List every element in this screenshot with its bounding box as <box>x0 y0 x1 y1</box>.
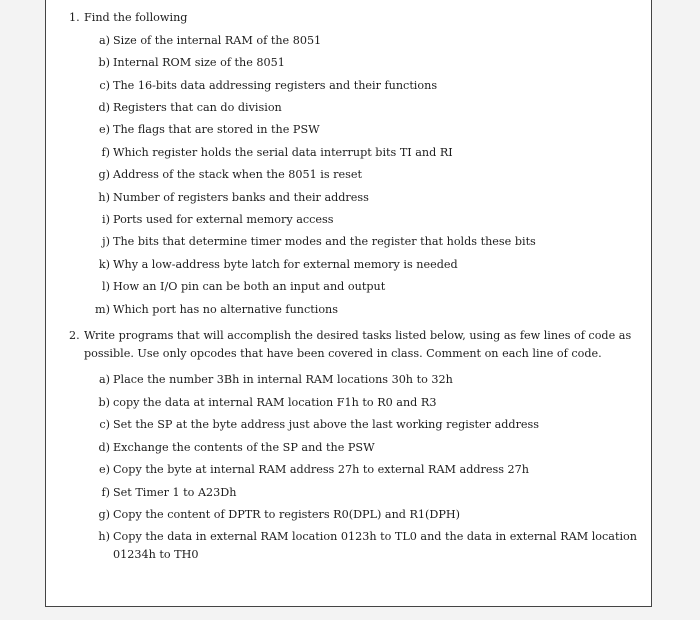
item-text: Number of registers banks and their address <box>113 191 369 204</box>
item-text: How an I/O pin can be both an input and output <box>113 280 386 293</box>
item-label: a) <box>98 373 110 386</box>
question-title: Find the following <box>84 11 188 24</box>
item-text: copy the data at internal RAM location F1h to R0 and R3 <box>113 396 437 409</box>
item-label: f) <box>101 146 110 159</box>
item-text: The bits that determine timer modes and the register that holds these bits <box>113 235 536 248</box>
item-text: Set the SP at the byte address just above the last working register address <box>113 418 540 431</box>
item-text: Set Timer 1 to A23Dh <box>113 486 237 499</box>
item-label: j) <box>102 235 110 248</box>
document-frame <box>45 0 652 607</box>
item-label: g) <box>98 168 110 181</box>
item-text: Address of the stack when the 8051 is reset <box>113 168 362 181</box>
item-text: Copy the byte at internal RAM address 27h to external RAM address 27h <box>113 463 530 476</box>
item-label: c) <box>99 418 110 431</box>
item-text: Registers that can do division <box>113 101 282 114</box>
item-text: Exchange the contents of the SP and the PSW <box>113 441 375 454</box>
item-text: Place the number 3Bh in internal RAM locations 30h to 32h <box>113 373 453 386</box>
item-text: Copy the content of DPTR to registers R0(DPL) and R1(DPH) <box>113 508 461 521</box>
item-text: Which port has no alternative functions <box>113 303 339 316</box>
item-label: b) <box>98 396 110 409</box>
item-text: Copy the data in external RAM location 0123h to TL0 and the data in external RAM location 01234h to TH0 <box>113 530 637 561</box>
item-label: h) <box>98 191 110 204</box>
item-label: h) <box>98 530 110 543</box>
question-number: 2. <box>69 329 80 342</box>
item-label: e) <box>99 123 110 136</box>
item-text: The flags that are stored in the PSW <box>113 123 320 136</box>
item-label: e) <box>99 463 110 476</box>
list-item <box>92 528 643 564</box>
item-label: m) <box>95 303 110 316</box>
item-label: d) <box>98 441 110 454</box>
item-text: The 16-bits data addressing registers and their functions <box>113 79 438 92</box>
item-label: c) <box>99 79 110 92</box>
item-label: l) <box>102 280 110 293</box>
item-label: i) <box>102 213 110 226</box>
item-label: d) <box>98 101 110 114</box>
item-text: Size of the internal RAM of the 8051 <box>113 34 322 47</box>
item-text: Which register holds the serial data interrupt bits TI and RI <box>113 146 453 159</box>
question-title: Write programs that will accomplish the desired tasks listed below, using as few lines of code as possible. Use only opcodes that have been covered in class. Comment on each line of code. <box>84 329 632 360</box>
item-label: a) <box>98 34 110 47</box>
question-2-heading <box>69 327 639 363</box>
item-label: f) <box>101 486 110 499</box>
item-text: Internal ROM size of the 8051 <box>113 56 285 69</box>
item-label: b) <box>98 56 110 69</box>
item-label: g) <box>98 508 110 521</box>
item-text: Why a low-address byte latch for external memory is needed <box>113 258 458 271</box>
item-label: k) <box>98 258 110 271</box>
item-text: Ports used for external memory access <box>113 213 334 226</box>
question-number: 1. <box>69 11 80 24</box>
